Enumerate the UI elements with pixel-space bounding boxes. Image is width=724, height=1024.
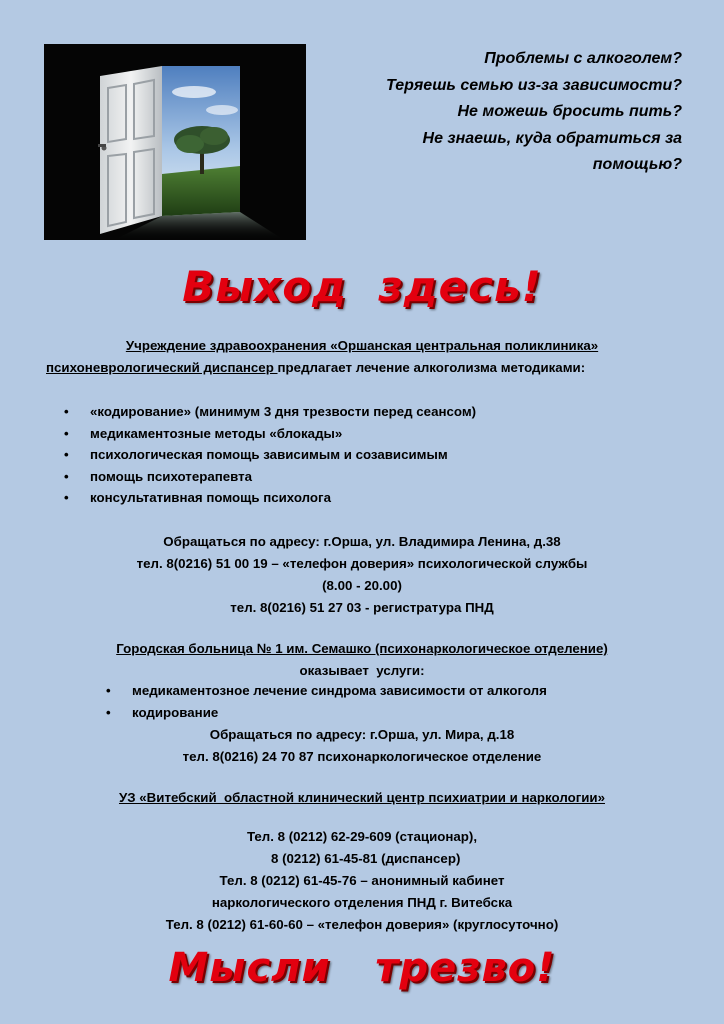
list-item: • психологическая помощь зависимым и созависимым (64, 444, 476, 466)
offers-services: оказывает услуги: (299, 663, 425, 678)
org-title-semashko: Городская больница № 1 им. Семашко (психонаркологическое отделение) (116, 641, 608, 656)
slogan: Мысли трезво! (168, 945, 556, 991)
list-item: • консультативная помощь психолога (64, 487, 476, 509)
org-title-poliklinika: Учреждение здравоохранения «Оршанская центральная поликлиника» (125, 338, 599, 353)
phone-line: Тел. 8 (0212) 62-29-609 (стационар), (246, 829, 478, 844)
open-door-image (44, 44, 306, 240)
headline: Выход здесь! (182, 262, 542, 311)
address-pnd: Обращаться по адресу: г.Орша, ул. Владимира Ленина, д.38 (163, 534, 561, 549)
services-list (106, 680, 547, 723)
intro-questions (292, 46, 682, 179)
question-line: помощью? (592, 156, 682, 173)
org-title-vitebsk: УЗ «Витебский областной клинический центр психиатрии и наркологии» (118, 790, 605, 805)
phone-line: Тел. 8 (0212) 61-45-76 – анонимный кабинет (219, 873, 505, 888)
list-item: • «кодирование» (минимум 3 дня трезвости перед сеансом) (64, 401, 476, 423)
list-item: • медикаментозное лечение синдрома зависимости от алкоголя (106, 680, 547, 702)
question-line: Не можешь бросить пить? (457, 103, 682, 120)
question-line: Не знаешь, куда обратиться за (422, 129, 682, 147)
phone-registry: тел. 8(0216) 51 27 03 - регистратура ПНД (230, 600, 494, 615)
org-name-pnd: психоневрологический диспансер (46, 360, 278, 375)
org-offer-text: предлагает лечение алкоголизма методиками: (277, 360, 586, 375)
phone-line: Тел. 8 (0212) 61-60-60 – «телефон доверия» (круглосуточно) (165, 917, 559, 932)
list-item: • кодирование (106, 702, 547, 724)
list-item: • медикаментозные методы «блокады» (64, 423, 476, 445)
address-semashko: Обращаться по адресу: г.Орша, ул. Мира, д.18 (209, 727, 515, 742)
list-item: • помощь психотерапевта (64, 466, 476, 488)
phone-trust-hours: (8.00 - 20.00) (322, 578, 402, 593)
question-line: Проблемы с алкоголем? (484, 50, 682, 67)
phone-line: 8 (0212) 61-45-81 (диспансер) (263, 851, 461, 866)
methods-list (64, 401, 476, 509)
org-subtitle-pnd (46, 360, 585, 375)
phone-trust-line: тел. 8(0216) 51 00 19 – «телефон доверия» психологической службы (136, 556, 588, 571)
question-line: Теряешь семью из-за зависимости? (386, 76, 682, 94)
phone-line: наркологического отделения ПНД г. Витебска (211, 895, 513, 910)
phone-semashko: тел. 8(0216) 24 70 87 психонаркологическое отделение (182, 749, 542, 764)
